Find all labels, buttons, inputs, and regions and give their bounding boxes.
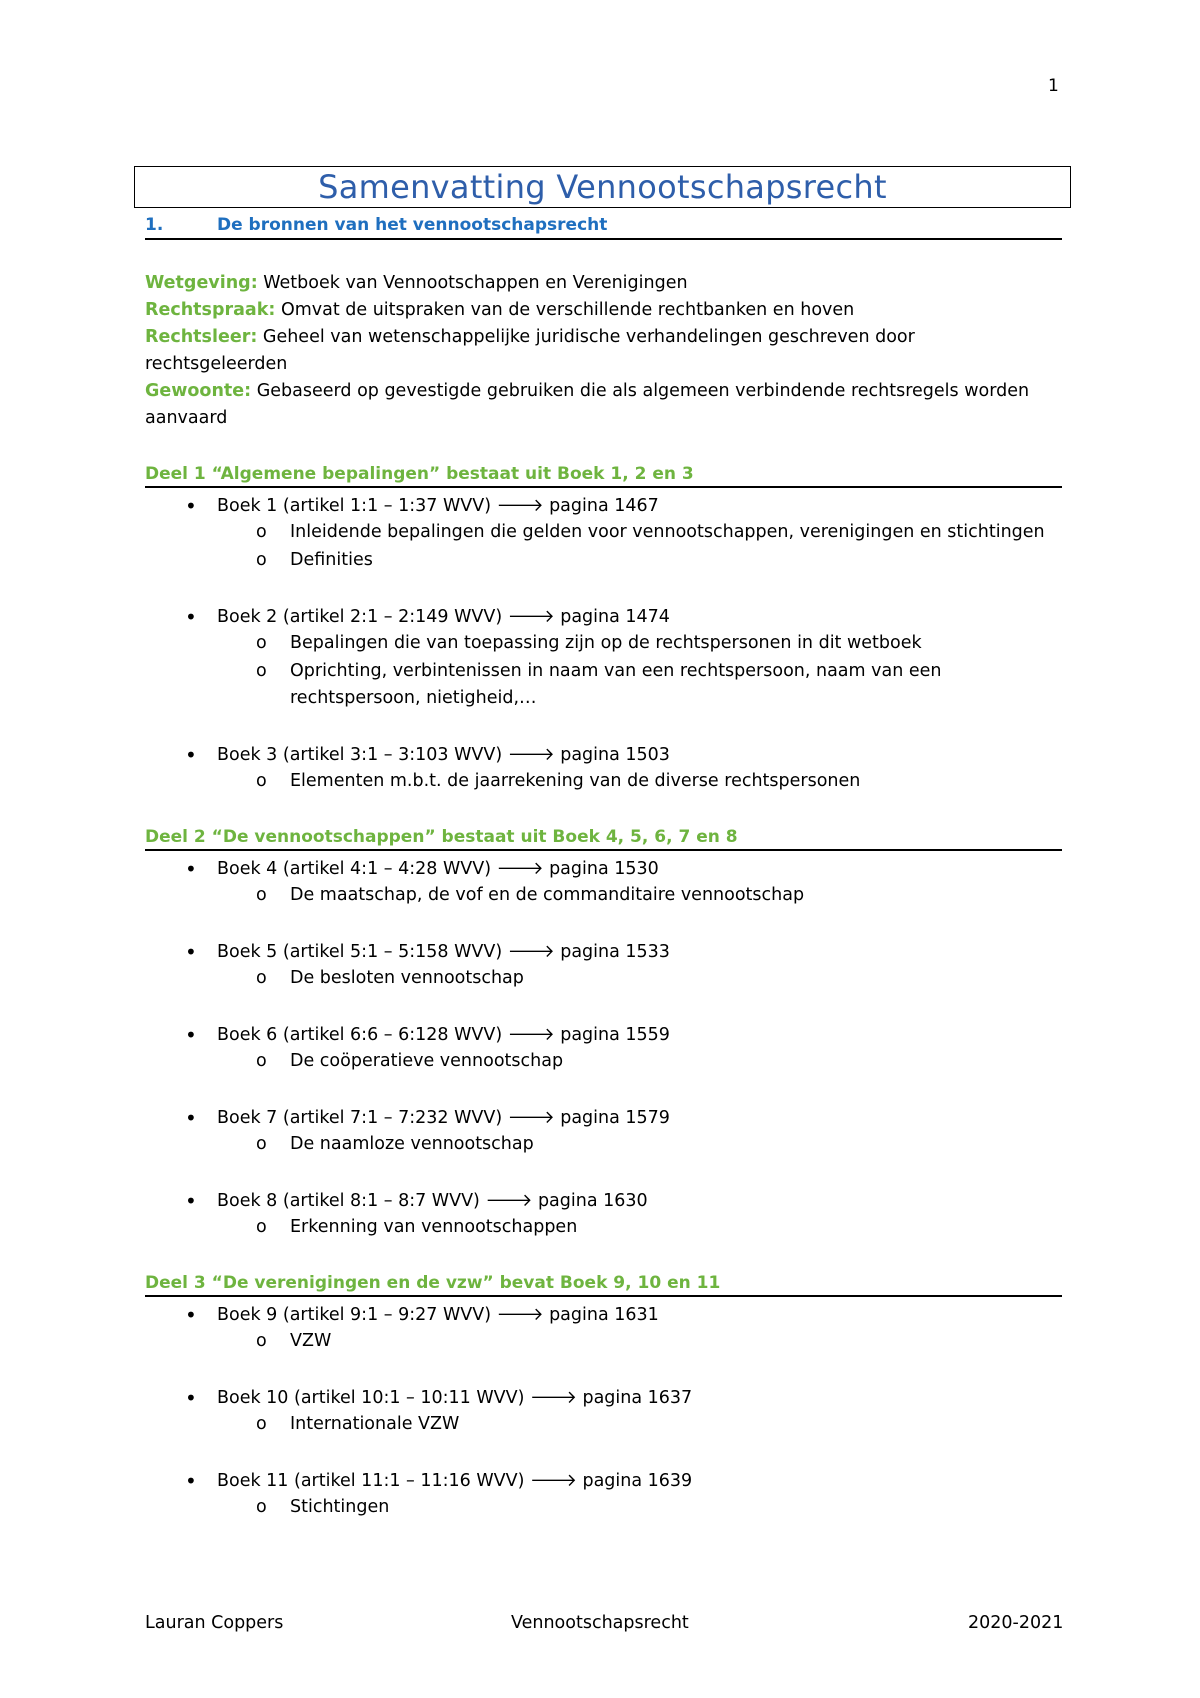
source-line — [145, 270, 688, 297]
source-label: Wetgeving: — [145, 273, 258, 293]
circle-bullet-icon: o — [256, 1414, 267, 1434]
circle-bullet-icon: o — [256, 1134, 267, 1154]
circle-bullet-icon: o — [256, 885, 267, 905]
document-title-box — [134, 166, 1071, 208]
sub-text: De besloten vennootschap — [290, 968, 524, 988]
sub-text: Internationale VZW — [290, 1414, 460, 1434]
bullet-icon: • — [185, 1386, 197, 1410]
bullet-icon: • — [185, 1303, 197, 1327]
page-number: 1 — [1048, 76, 1059, 96]
sub-text: Elementen m.b.t. de jaarrekening van de diverse rechtspersonen — [290, 771, 861, 791]
circle-bullet-icon: o — [256, 1217, 267, 1237]
book-title: Boek 10 (artikel 10:1 – 10:11 WVV) 🡒 pagina 1637 — [217, 1388, 693, 1408]
bullet-icon: • — [185, 1106, 197, 1130]
sub-text: De naamloze vennootschap — [290, 1134, 534, 1154]
bullet-icon: • — [185, 494, 197, 518]
book-title: Boek 9 (artikel 9:1 – 9:27 WVV) 🡒 pagina 1631 — [217, 1305, 659, 1325]
circle-bullet-icon: o — [256, 633, 267, 653]
book-title: Boek 11 (artikel 11:1 – 11:16 WVV) 🡒 pagina 1639 — [217, 1471, 693, 1491]
sub-text: De maatschap, de vof en de commanditaire vennootschap — [290, 885, 805, 905]
circle-bullet-icon: o — [256, 771, 267, 791]
circle-bullet-icon: o — [256, 1051, 267, 1071]
bullet-icon: • — [185, 1023, 197, 1047]
book-title: Boek 8 (artikel 8:1 – 8:7 WVV) 🡒 pagina 1630 — [217, 1191, 648, 1211]
bullet-icon: • — [185, 1469, 197, 1493]
section-number: 1. — [145, 215, 164, 235]
bullet-icon: • — [185, 857, 197, 881]
circle-bullet-icon: o — [256, 968, 267, 988]
source-line — [145, 297, 854, 324]
sub-text: De coöperatieve vennootschap — [290, 1051, 564, 1071]
source-label: Gewoonte: — [145, 381, 252, 401]
book-title: Boek 3 (artikel 3:1 – 3:103 WVV) 🡒 pagina 1503 — [217, 745, 670, 765]
circle-bullet-icon: o — [256, 1497, 267, 1517]
deel-heading-2: Deel 2 “De vennootschappen” bestaat uit Boek 4, 5, 6, 7 en 8 — [145, 827, 1062, 851]
source-text: aanvaard — [145, 408, 228, 428]
circle-bullet-icon: o — [256, 661, 267, 681]
source-text: Wetboek van Vennootschappen en Verenigingen — [257, 273, 688, 293]
sub-text: VZW — [290, 1331, 332, 1351]
book-title: Boek 4 (artikel 4:1 – 4:28 WVV) 🡒 pagina 1530 — [217, 859, 659, 879]
bullet-icon: • — [185, 940, 197, 964]
book-title: Boek 1 (artikel 1:1 – 1:37 WVV) 🡒 pagina 1467 — [217, 496, 659, 516]
source-text: rechtsgeleerden — [145, 354, 288, 374]
circle-bullet-icon: o — [256, 522, 267, 542]
bullet-icon: • — [185, 1189, 197, 1213]
sub-text: Inleidende bepalingen die gelden voor vennootschappen, verenigingen en stichtingen — [290, 522, 1045, 542]
source-line — [145, 378, 1029, 405]
sub-text: Oprichting, verbintenissen in naam van een rechtspersoon, naam van een — [290, 661, 942, 681]
source-label: Rechtspraak: — [145, 300, 276, 320]
document-title: Samenvatting Vennootschapsrecht — [318, 168, 887, 206]
book-title: Boek 2 (artikel 2:1 – 2:149 WVV) 🡒 pagina 1474 — [217, 607, 670, 627]
sub-text: Stichtingen — [290, 1497, 390, 1517]
source-line — [145, 324, 915, 351]
circle-bullet-icon: o — [256, 550, 267, 570]
sub-text: Erkenning van vennootschappen — [290, 1217, 578, 1237]
footer-year: 2020-2021 — [968, 1613, 1064, 1633]
source-label: Rechtsleer: — [145, 327, 258, 347]
book-title: Boek 6 (artikel 6:6 – 6:128 WVV) 🡒 pagina 1559 — [217, 1025, 670, 1045]
book-title: Boek 5 (artikel 5:1 – 5:158 WVV) 🡒 pagina 1533 — [217, 942, 670, 962]
bullet-icon: • — [185, 605, 197, 629]
source-text: Geheel van wetenschappelijke juridische verhandelingen geschreven door — [257, 327, 915, 347]
deel-heading-3: Deel 3 “De verenigingen en de vzw” bevat Boek 9, 10 en 11 — [145, 1273, 1062, 1297]
footer-subject: Vennootschapsrecht — [511, 1613, 689, 1633]
source-line — [145, 351, 287, 378]
book-title: Boek 7 (artikel 7:1 – 7:232 WVV) 🡒 pagina 1579 — [217, 1108, 670, 1128]
circle-bullet-icon: o — [256, 1331, 267, 1351]
bullet-icon: • — [185, 743, 197, 767]
sub-text: Definities — [290, 550, 373, 570]
deel-heading-1: Deel 1 “Algemene bepalingen” bestaat uit Boek 1, 2 en 3 — [145, 464, 1062, 488]
section-heading-1 — [145, 215, 1062, 240]
sub-text: rechtspersoon, nietigheid,… — [290, 688, 537, 708]
section-title: De bronnen van het vennootschapsrecht — [217, 215, 608, 235]
source-text: Gebaseerd op gevestigde gebruiken die als algemeen verbindende rechtsregels worden — [251, 381, 1030, 401]
source-text: Omvat de uitspraken van de verschillende rechtbanken en hoven — [275, 300, 855, 320]
source-line — [145, 405, 227, 432]
sub-text: Bepalingen die van toepassing zijn op de rechtspersonen in dit wetboek — [290, 633, 922, 653]
footer-author: Lauran Coppers — [145, 1613, 284, 1633]
